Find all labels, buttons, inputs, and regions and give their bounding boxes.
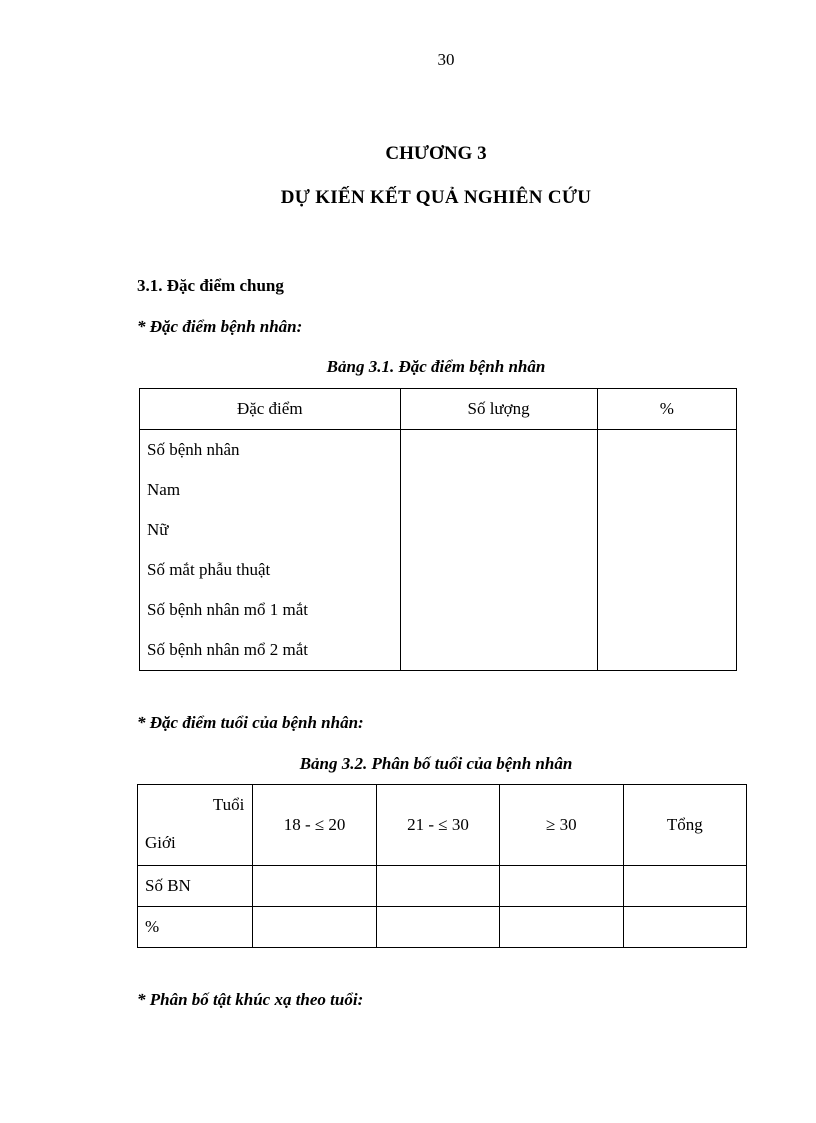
- table-cell: [376, 866, 499, 907]
- table-cell: [253, 866, 376, 907]
- subsection-patients: * Đặc điểm bệnh nhân:: [137, 317, 303, 336]
- table-cell: [500, 907, 623, 948]
- table-row: [138, 907, 747, 948]
- chapter-title: DỰ KIẾN KẾT QUẢ NGHIÊN CỨU: [280, 187, 592, 208]
- table-header-cell: %: [597, 389, 736, 430]
- row-label: Số bệnh nhân mổ 1 mắt: [147, 600, 309, 619]
- row-label: Số bệnh nhân: [147, 440, 240, 459]
- table-cell: [376, 907, 499, 948]
- row-label: Số bệnh nhân mổ 2 mắt: [147, 640, 309, 659]
- table-cell: [623, 907, 746, 948]
- chapter-heading: CHƯƠNG 3: [385, 143, 487, 164]
- row-label: Nam: [147, 480, 181, 499]
- count-column-cell: [400, 430, 597, 671]
- table-cell: [500, 866, 623, 907]
- page-number: 30: [437, 50, 455, 69]
- patient-characteristics-table: [139, 388, 737, 671]
- age-distribution-table: [137, 784, 747, 948]
- row-label: Số BN: [138, 866, 253, 907]
- table-body-row: [140, 430, 737, 671]
- row-labels-cell: [140, 430, 401, 671]
- table-header-cell: 21 - ≤ 30: [376, 785, 499, 866]
- corner-cell: [138, 785, 253, 866]
- subsection-refraction: * Phân bố tật khúc xạ theo tuổi:: [137, 990, 364, 1009]
- table-header-row: [140, 389, 737, 430]
- subsection-age: * Đặc điểm tuổi của bệnh nhân:: [137, 713, 364, 732]
- table-header-cell: ≥ 30: [500, 785, 623, 866]
- row-label: %: [138, 907, 253, 948]
- row-label: Nữ: [147, 520, 169, 539]
- table-cell: [623, 866, 746, 907]
- table-header-cell: Đặc điểm: [140, 389, 401, 430]
- table-header-cell: Tổng: [623, 785, 746, 866]
- corner-label-age: Tuổi: [212, 795, 245, 814]
- table-cell: [253, 907, 376, 948]
- table1-caption: Bảng 3.1. Đặc điểm bệnh nhân: [326, 357, 546, 376]
- percent-column-cell: [597, 430, 736, 671]
- table-header-cell: 18 - ≤ 20: [253, 785, 376, 866]
- section-heading: 3.1. Đặc điểm chung: [137, 276, 284, 295]
- row-label: Số mắt phẫu thuật: [147, 560, 271, 579]
- table-header-cell: Số lượng: [400, 389, 597, 430]
- table-header-row: [138, 785, 747, 866]
- table2-caption: Bảng 3.2. Phân bố tuổi của bệnh nhân: [299, 754, 573, 773]
- table-row: [138, 866, 747, 907]
- corner-label-gender: Giới: [145, 833, 176, 852]
